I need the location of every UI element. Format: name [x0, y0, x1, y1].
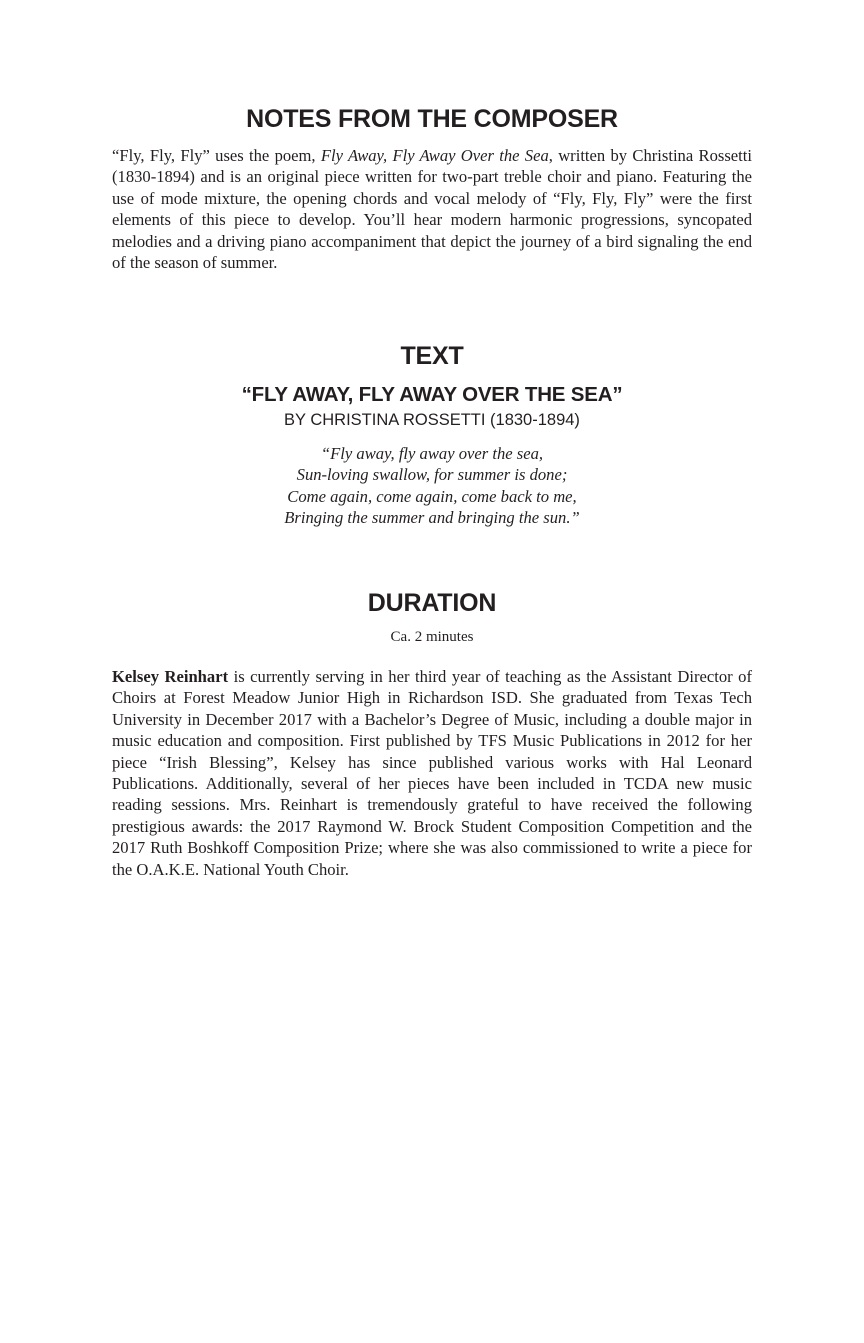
- composer-bio: [112, 666, 752, 880]
- notes-paragraph: [112, 145, 752, 273]
- poem-title: “FLY AWAY, FLY AWAY OVER THE SEA”: [241, 383, 623, 406]
- text-heading: TEXT: [400, 342, 464, 370]
- notes-text-start: “Fly, Fly, Fly” uses the poem,: [112, 146, 321, 165]
- poem-line: Bringing the summer and bringing the sun.”: [284, 508, 580, 528]
- poem-text: [112, 443, 752, 529]
- poem-line: Sun-loving swallow, for summer is done;: [296, 465, 568, 485]
- notes-heading: NOTES FROM THE COMPOSER: [246, 105, 618, 133]
- notes-text-end: , written by Christina Rossetti (1830-1894) and is an original piece written for two-part treble choir and piano. Featuring the use of mode mixture, the opening chords and vocal melody of “Fly, Fly, Fly” were the first elements of this piece to develop. You’ll hear modern harmonic progressions, syncopated melodies and a driving piano accompaniment that depict the journey of a bird signaling the end of the season of summer.: [112, 146, 752, 273]
- poem-author: BY CHRISTINA ROSSETTI (1830-1894): [284, 411, 580, 429]
- composer-bio-text: is currently serving in her third year of teaching as the Assistant Director of Choirs at Forest Meadow Junior High in Richardson ISD. She graduated from Texas Tech University in December 2017 with a Bachelor’s Degree of Music, including a double major in music education and composition. First published by TFS Music Publications in 2012 for her piece “Irish Blessing”, Kelsey has since published various works with Hal Leonard Publications. Additionally, several of her pieces have been included in TCDA new music reading sessions. Mrs. Reinhart is tremendously grateful to have received the following prestigious awards: the 2017 Raymond W. Brock Student Composition Competition and the 2017 Ruth Boshkoff Composition Prize; where she was also commissioned to write a piece for the O.A.K.E. National Youth Choir.: [112, 667, 752, 879]
- duration-value: Ca. 2 minutes: [390, 629, 474, 645]
- poem-line: “Fly away, fly away over the sea,: [320, 444, 544, 463]
- poem-line: Come again, come again, come back to me,: [287, 486, 577, 506]
- duration-heading: DURATION: [367, 589, 497, 617]
- composer-name: Kelsey Reinhart: [112, 667, 229, 686]
- notes-poem-title: Fly Away, Fly Away Over the Sea: [320, 146, 549, 165]
